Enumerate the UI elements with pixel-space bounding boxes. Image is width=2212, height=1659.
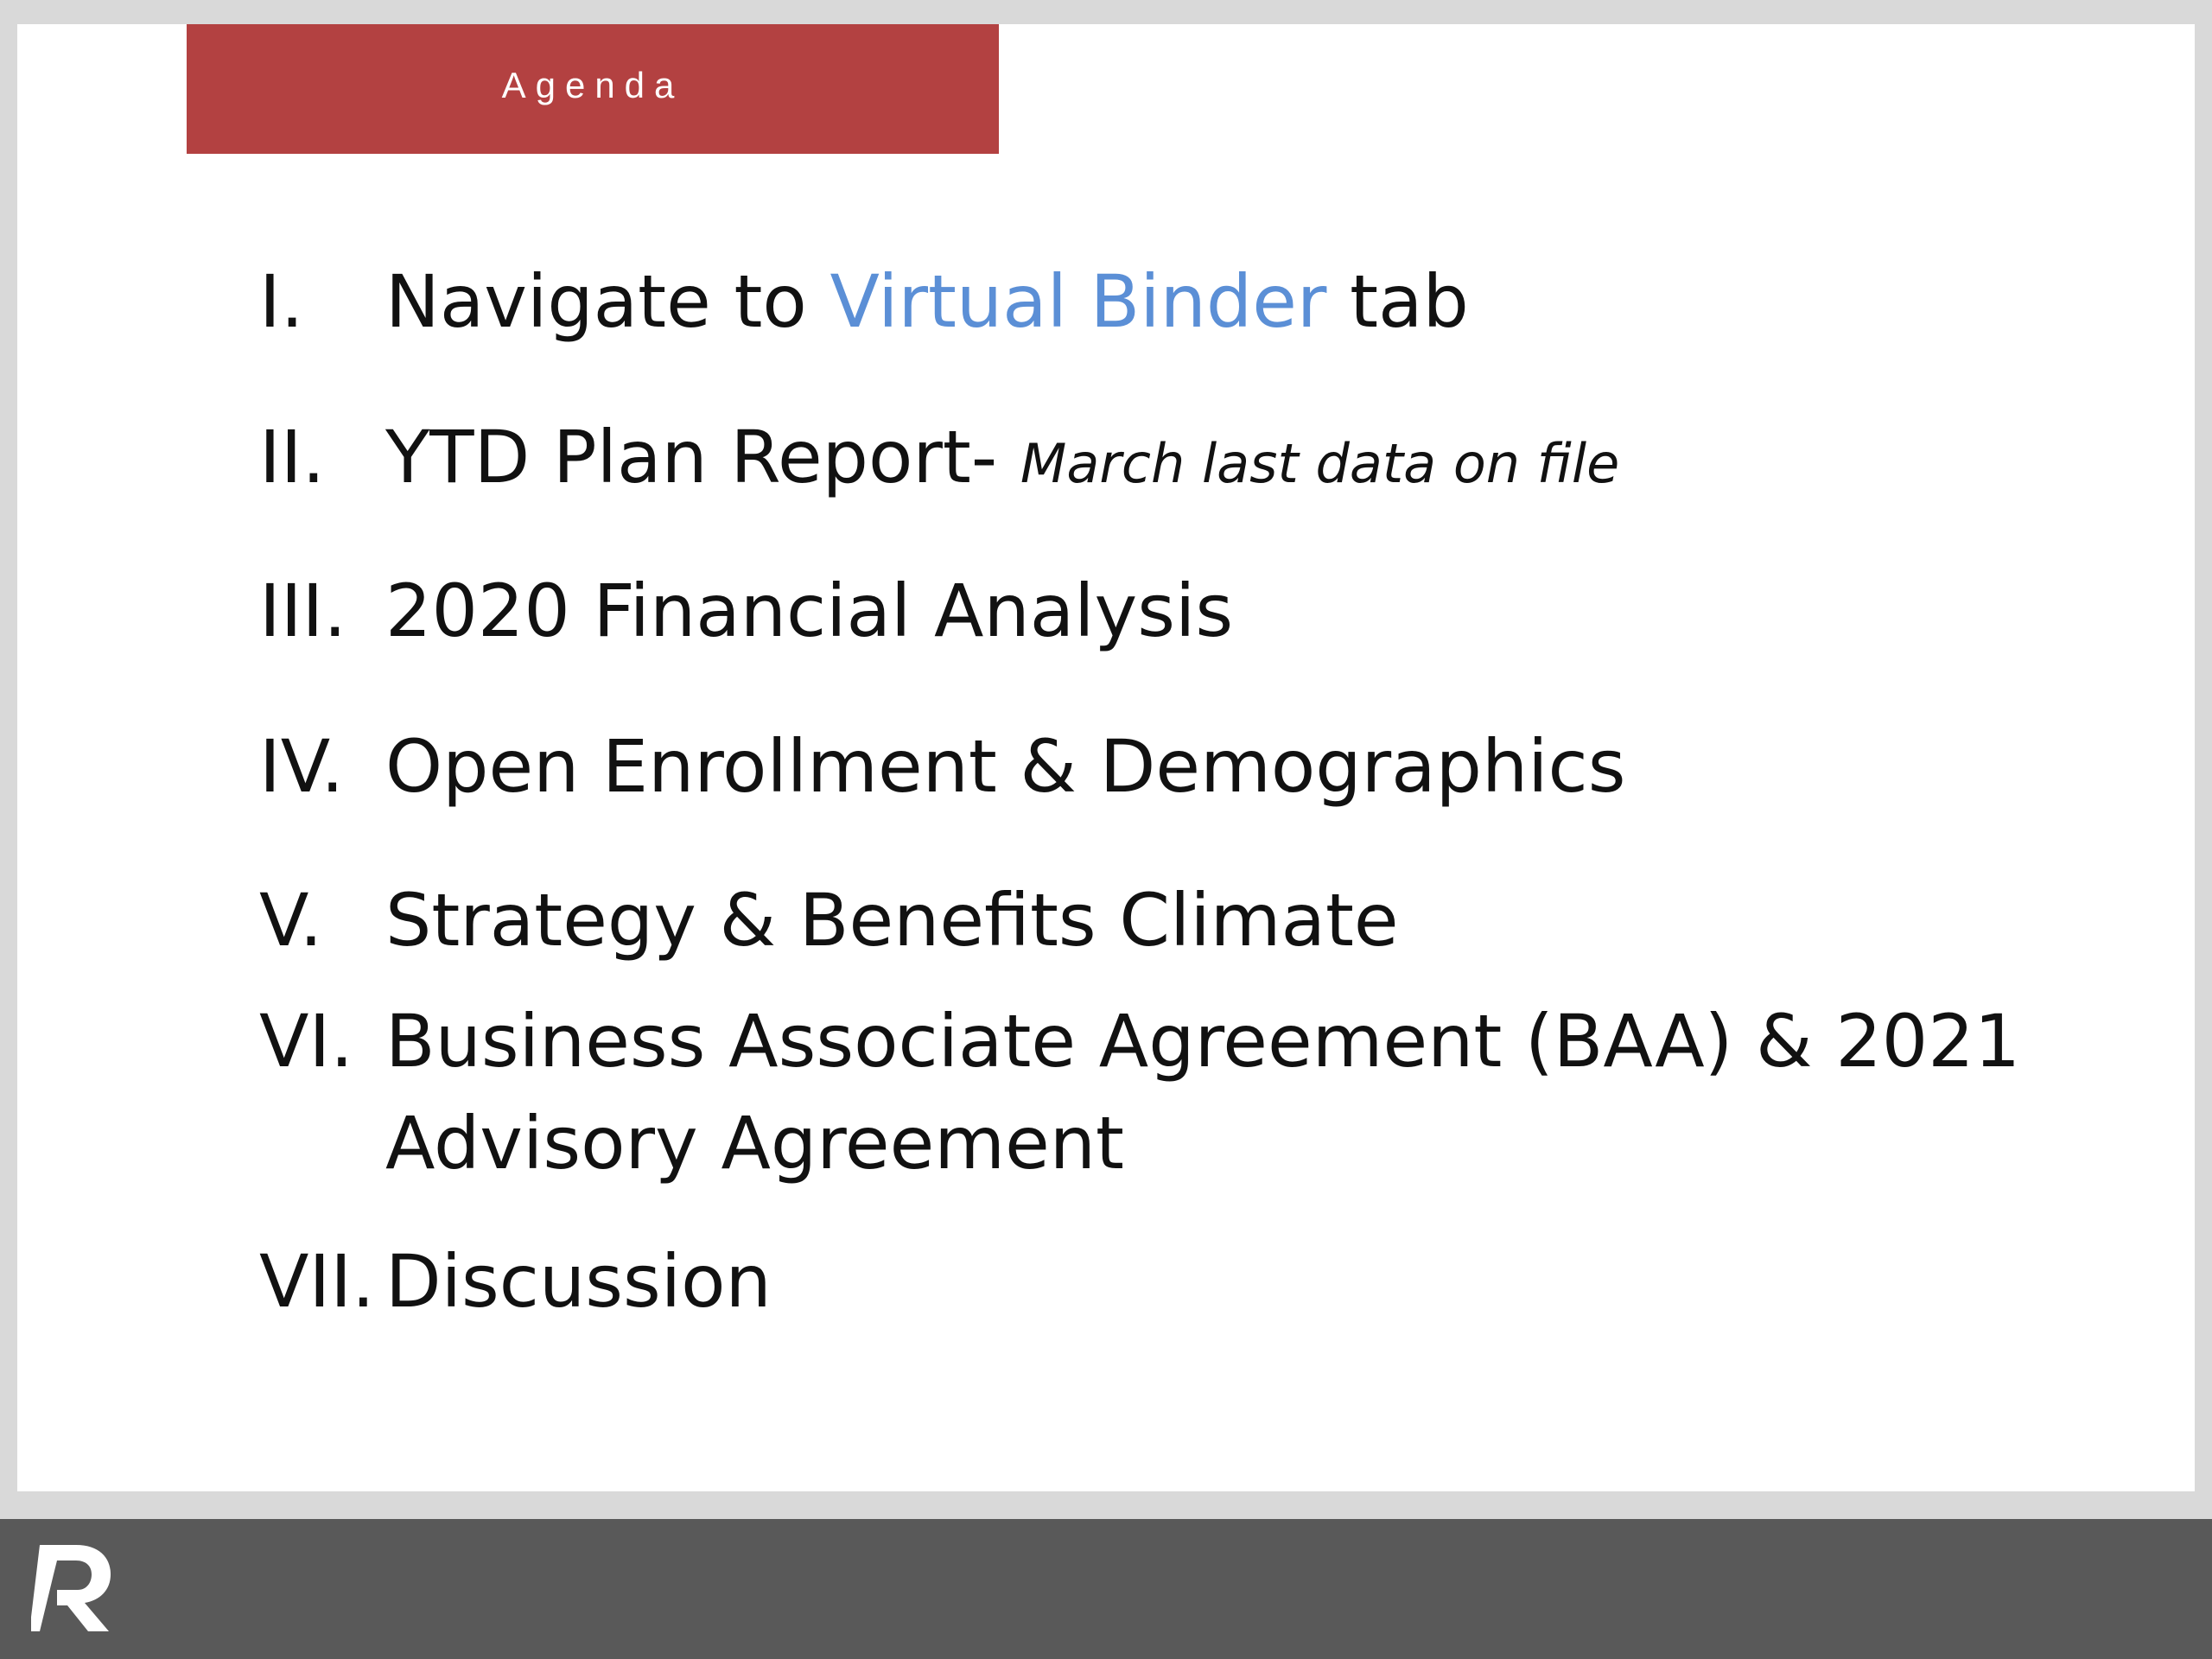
agenda-numeral: II.: [259, 415, 326, 499]
agenda-text: Strategy & Benefits Climate: [385, 878, 1399, 963]
agenda-text: Business Associate Agreement (BAA) & 2021 Advisory Agreement: [385, 999, 2021, 1185]
agenda-numeral: VII.: [259, 1239, 375, 1324]
agenda-text: Discussion: [385, 1239, 772, 1324]
virtual-binder-link[interactable]: Virtual Binder: [830, 259, 1327, 344]
agenda-note: March last data on file: [1020, 432, 1620, 495]
agenda-numeral: III.: [259, 569, 347, 653]
agenda-numeral: VI.: [259, 999, 353, 1084]
agenda-text: [385, 406, 1619, 515]
agenda-text-after: tab: [1326, 259, 1469, 344]
agenda-text: Open Enrollment & Demographics: [385, 724, 1626, 809]
agenda-text: [385, 251, 1469, 353]
agenda-text-before: Navigate to: [385, 259, 830, 344]
slide-title: Agenda: [501, 65, 684, 105]
agenda-numeral: V.: [259, 878, 323, 963]
slide-title-tab: [187, 24, 999, 154]
agenda-text-main: YTD Plan Report-: [385, 415, 1020, 499]
footer-bar: [0, 1519, 2212, 1659]
r-logo-icon: [31, 1540, 114, 1637]
agenda-text: 2020 Financial Analysis: [385, 569, 1234, 653]
agenda-numeral: I.: [259, 259, 304, 344]
agenda-numeral: IV.: [259, 724, 345, 809]
